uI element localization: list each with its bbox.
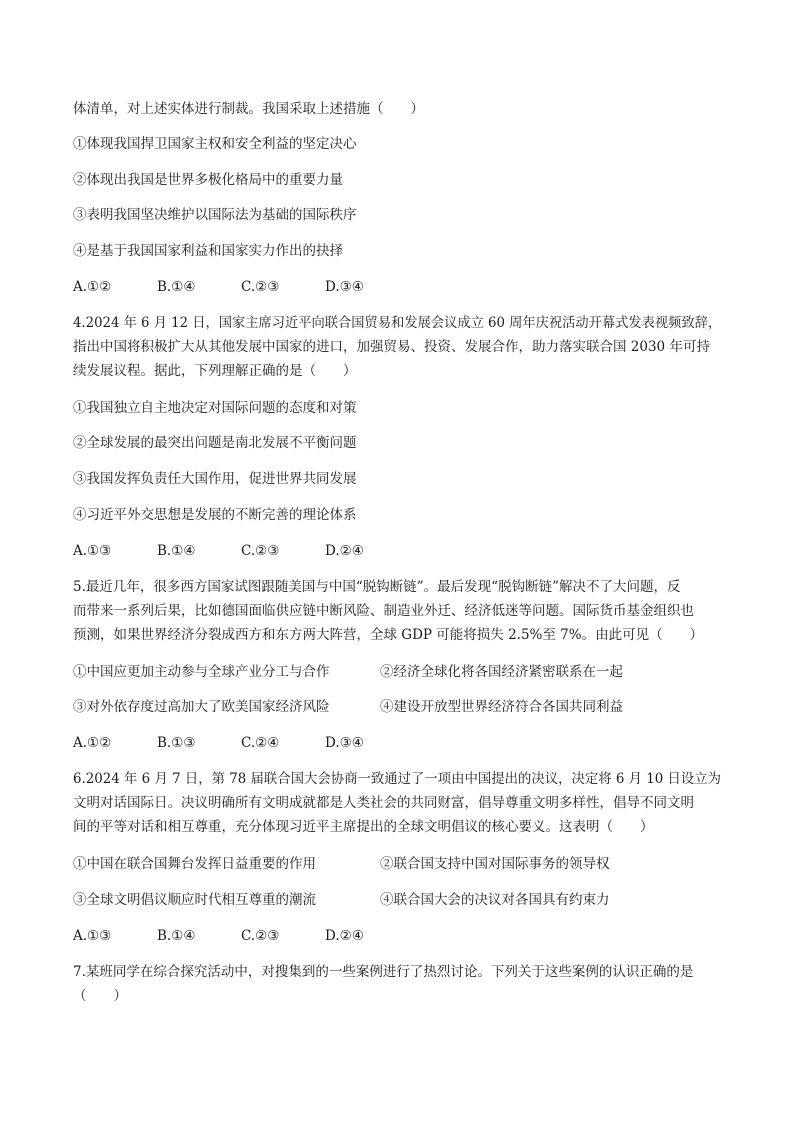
q5-stem-line-3: 预测，如果世界经济分裂成西方和东方两大阵营，全球 GDP 可能将损失 2.5%至 7%。由此可见（ ）	[73, 627, 704, 643]
q6-choice-c: C.②③	[241, 928, 280, 944]
q3-item-4: ④是基于我国国家利益和国家实力作出的抉择	[73, 243, 343, 259]
q6-item-2: ②联合国支持中国对国际事务的领导权	[380, 856, 610, 872]
q4-stem-line-3: 续发展议程。据此，下列理解正确的是（ ）	[73, 363, 357, 379]
q3-choice-d: D.③④	[325, 279, 364, 295]
q6-choices	[73, 926, 409, 946]
q6-stem-line-3: 间的平等对话和相互尊重，充分体现习近平主席提出的全球文明倡议的核心要义。这表明（ ）	[73, 819, 654, 835]
q3-choice-b: B.①④	[157, 279, 196, 295]
q4-choices	[73, 541, 409, 561]
q5-item-1: ①中国应更加主动参与全球产业分工与合作	[73, 664, 330, 680]
q5-items-row-2	[73, 697, 623, 717]
q3-choices	[73, 277, 409, 297]
q5-stem-line-1: 5.最近几年，很多西方国家试图跟随美国与中国“脱钩断链”。最后发现“脱钩断链”解决不了大问题，反	[73, 579, 681, 595]
q4-choice-d: D.②④	[325, 543, 364, 559]
q5-choice-c: C.②④	[241, 735, 280, 751]
q4-stem-line-1: 4.2024 年 6 月 12 日，国家主席习近平向联合国贸易和发展会议成立 60 周年庆祝活动开幕式发表视频致辞，	[73, 315, 722, 331]
q3-stem-tail: 体清单，对上述实体进行制裁。我国采取上述措施（ ）	[73, 101, 424, 117]
q3-item-1: ①体现我国捍卫国家主权和安全利益的坚定决心	[73, 136, 357, 152]
q4-choice-a: A.①③	[73, 543, 112, 559]
q6-items-row-2	[73, 890, 610, 910]
q7-stem-line-2: （ ）	[73, 988, 127, 1004]
q4-choice-c: C.②③	[241, 543, 280, 559]
q6-item-1: ①中国在联合国舞台发挥日益重要的作用	[73, 856, 316, 872]
q3-choice-a: A.①②	[73, 279, 112, 295]
q3-item-2: ②体现出我国是世界多极化格局中的重要力量	[73, 172, 343, 188]
q4-item-3: ③我国发挥负责任大国作用，促进世界共同发展	[73, 471, 357, 487]
q6-stem-line-1: 6.2024 年 6 月 7 日，第 78 届联合国大会协商一致通过了一项由中国提出的决议，决定将 6 月 10 日设立为	[73, 771, 722, 787]
q5-choice-a: A.①②	[73, 735, 112, 751]
q6-choice-b: B.①④	[157, 928, 196, 944]
q6-choice-d: D.②④	[325, 928, 364, 944]
q5-item-2: ②经济全球化将各国经济紧密联系在一起	[380, 664, 623, 680]
q5-choices	[73, 733, 409, 753]
q5-items-row-1	[73, 662, 623, 682]
q5-item-3: ③对外依存度过高加大了欧美国家经济风险	[73, 699, 330, 715]
q6-items-row-1	[73, 854, 610, 874]
q6-item-4: ④联合国大会的决议对各国具有约束力	[380, 892, 610, 908]
q5-choice-d: D.③④	[325, 735, 364, 751]
q5-item-4: ④建设开放型世界经济符合各国共同利益	[380, 699, 623, 715]
q4-item-2: ②全球发展的最突出问题是南北发展不平衡问题	[73, 435, 357, 451]
q4-item-4: ④习近平外交思想是发展的不断完善的理论体系	[73, 507, 357, 523]
q4-choice-b: B.①④	[157, 543, 196, 559]
q7-stem-line-1: 7.某班同学在综合探究活动中，对搜集到的一些案例进行了热烈讨论。下列关于这些案例的认识正确的是	[73, 964, 694, 980]
q6-item-3: ③全球文明倡议顺应时代相互尊重的潮流	[73, 892, 316, 908]
q5-choice-b: B.①③	[157, 735, 196, 751]
q3-item-3: ③表明我国坚决维护以国际法为基础的国际秩序	[73, 207, 357, 223]
q3-choice-c: C.②③	[241, 279, 280, 295]
q4-item-1: ①我国独立自主地决定对国际问题的态度和对策	[73, 400, 357, 416]
q6-stem-line-2: 文明对话国际日。决议明确所有文明成就都是人类社会的共同财富，倡导尊重文明多样性，倡导不同文明	[73, 795, 694, 811]
q5-stem-line-2: 而带来一系列后果，比如德国面临供应链中断风险、制造业外迁、经济低迷等问题。国际货币基金组织也	[73, 603, 694, 619]
q6-choice-a: A.①③	[73, 928, 112, 944]
q4-stem-line-2: 指出中国将积极扩大从其他发展中国家的进口，加强贸易、投资、发展合作，助力落实联合国 2030 年可持	[73, 339, 710, 355]
